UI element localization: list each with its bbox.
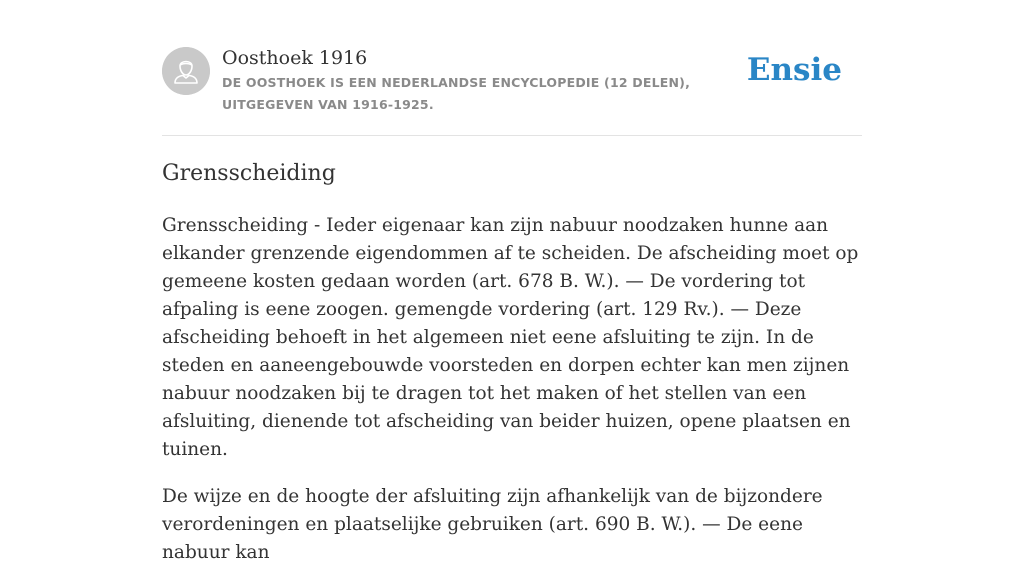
source-header — [162, 46, 862, 116]
article-paragraph: Grensscheiding - Ieder eigenaar kan zijn nabuur noodzaken hunne aan elkander grenzende eigendommen af te scheiden. De afscheiding moet op gemeene kosten gedaan worden (art. 678 B. W.). — De vordering tot afpaling is eene zoogen. gemengde vordering (art. 129 Rv.). — Deze afscheiding behoeft in het algemeen niet eene afsluiting te zijn. In de steden en aaneengebouwde voorsteden en dorpen echter kan men zijnen nabuur noodzaken bij te dragen tot het maken of het stellen van een afsluiting, dienende tot afscheiding van beider huizen, opene plaatsen en tuinen. — [162, 215, 859, 460]
article-title: Grensscheiding — [162, 161, 336, 186]
source-description: DE OOSTHOEK IS EEN NEDERLANDSE ENCYCLOPEDIE (12 DELEN), UITGEGEVEN VAN 1916-1925. — [222, 75, 691, 112]
article-paragraph: De wijze en de hoogte der afsluiting zijn afhankelijk van de bijzondere verordeningen en plaatselijke gebruiken (art. 690 B. W.). — De eene nabuur kan — [162, 486, 823, 563]
header-divider — [162, 135, 862, 136]
source-name-link[interactable]: Oosthoek 1916 — [222, 47, 368, 69]
ensie-logo[interactable]: Ensie — [746, 52, 842, 88]
source-avatar[interactable] — [162, 47, 210, 95]
user-outline-icon — [162, 47, 210, 95]
article-body — [162, 212, 866, 586]
